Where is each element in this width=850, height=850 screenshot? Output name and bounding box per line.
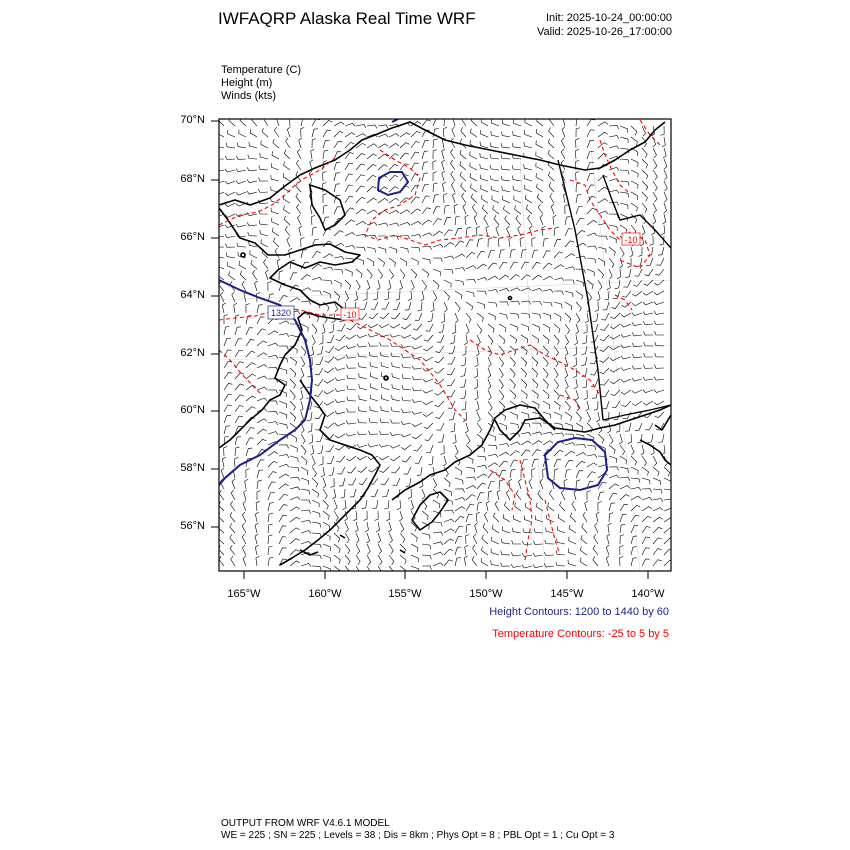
temperature-contour-label: -10 bbox=[624, 235, 638, 245]
model-info-line1: OUTPUT FROM WRF V4.6.1 MODEL bbox=[221, 818, 390, 829]
axis-ticks bbox=[211, 121, 648, 579]
lat-label-60n: 60°N bbox=[180, 404, 205, 416]
lon-label-165w: 165°W bbox=[227, 588, 261, 600]
lon-label-155w: 155°W bbox=[388, 588, 422, 600]
init-time: Init: 2025-10-24_00:00:00 bbox=[546, 12, 672, 24]
lat-label-64n: 64°N bbox=[180, 289, 205, 301]
field-height: Height (m) bbox=[221, 77, 273, 89]
coastline bbox=[219, 122, 671, 565]
graticule bbox=[219, 140, 671, 571]
lat-label-70n: 70°N bbox=[180, 114, 205, 126]
field-winds: Winds (kts) bbox=[221, 90, 276, 102]
lon-label-160w: 160°W bbox=[308, 588, 342, 600]
height-contour-label: 1320 bbox=[270, 308, 292, 318]
temperature-contours-legend: Temperature Contours: -25 to 5 by 5 bbox=[492, 628, 669, 640]
lon-label-150w: 150°W bbox=[469, 588, 503, 600]
lat-label-62n: 62°N bbox=[180, 347, 205, 359]
field-temperature: Temperature (C) bbox=[221, 64, 302, 76]
temperature-contour-label: -10 bbox=[343, 310, 357, 320]
model-info-line2: WE = 225 ; SN = 225 ; Levels = 38 ; Dis = 8km ; Phys Opt = 8 ; PBL Opt = 1 ; Cu Opt = 3 bbox=[221, 830, 615, 841]
lat-label-68n: 68°N bbox=[180, 173, 205, 185]
international-border bbox=[558, 160, 671, 420]
valid-time: Valid: 2025-10-26_17:00:00 bbox=[537, 26, 672, 38]
lat-label-66n: 66°N bbox=[180, 231, 205, 243]
lat-label-56n: 56°N bbox=[180, 520, 205, 532]
map-title: IWFAQRP Alaska Real Time WRF bbox=[218, 9, 476, 28]
lon-label-140w: 140°W bbox=[631, 588, 665, 600]
lon-label-145w: 145°W bbox=[550, 588, 584, 600]
lat-label-58n: 58°N bbox=[180, 462, 205, 474]
height-contours-legend: Height Contours: 1200 to 1440 by 60 bbox=[489, 606, 669, 618]
